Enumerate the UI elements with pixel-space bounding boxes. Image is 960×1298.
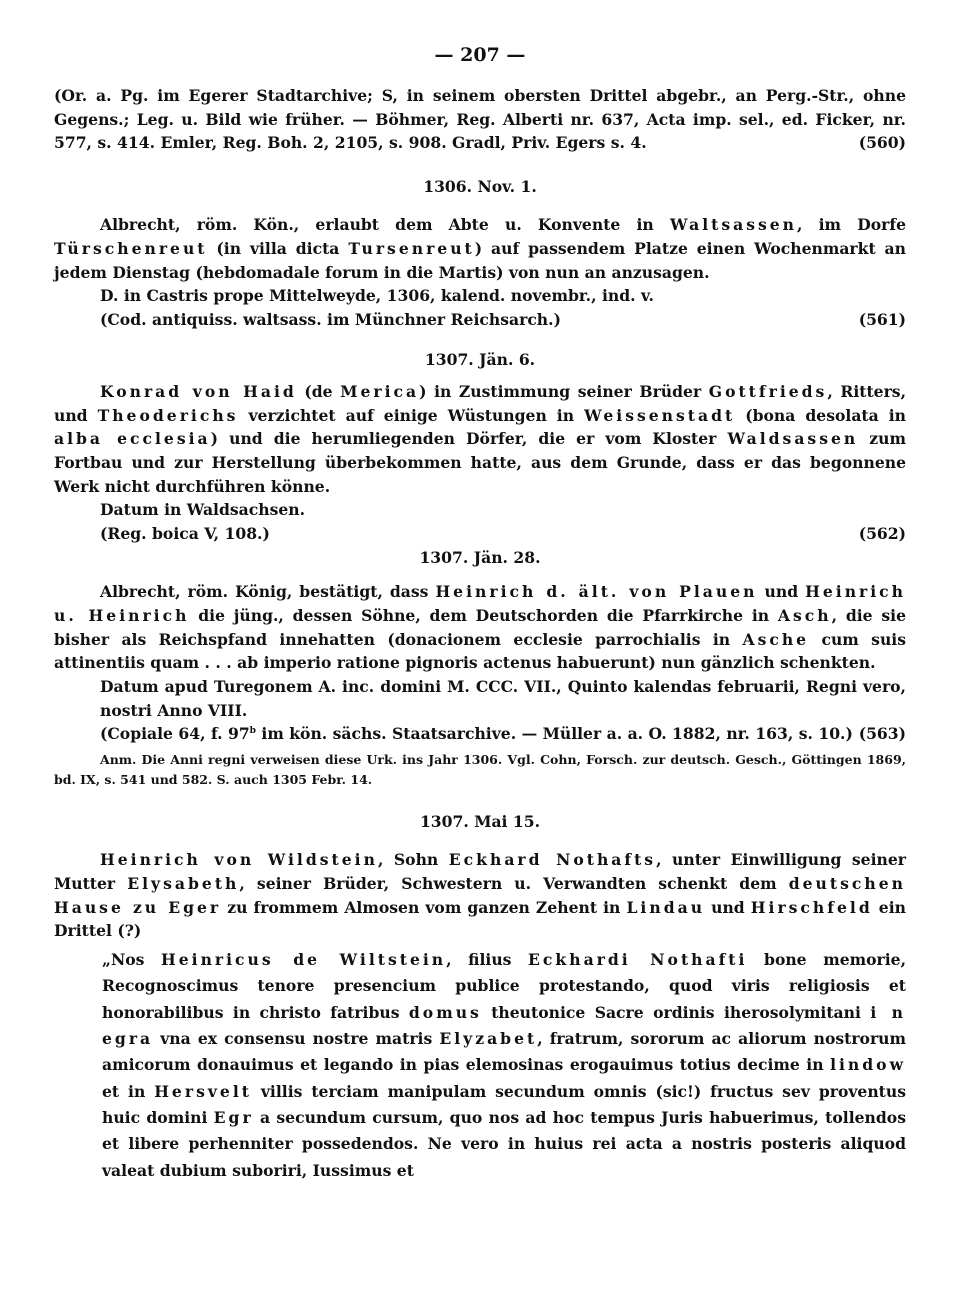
place-name: domus	[408, 1002, 482, 1022]
regest-562	[54, 380, 906, 499]
source-561	[54, 308, 906, 332]
text: , Ritters, und	[54, 381, 906, 425]
place-name: i n egra	[102, 1002, 906, 1049]
text: vna ex consensu nostre matris	[153, 1029, 440, 1049]
place-name: Türschenreut	[54, 238, 208, 258]
text: a secundum cursum, quo nos ad hoc tempus Juris habuerimus, tollendos et libere perhenniter possedendos. Ne vero in huius rei acta a nostris posteris aliquod valeat dubium suboriri, Iussimus et	[102, 1107, 906, 1180]
text: , fratrum, sororum ac aliorum nostrorum amicorum donauimus et legando in pias elemosinas erogauimus totius decime in	[102, 1029, 906, 1075]
source-text: (Reg. boica V, 108.)	[100, 524, 270, 544]
datum-561: D. in Castris prope Mittelweyde, 1306, kalend. novembr., ind. v.	[100, 286, 654, 306]
text: villis terciam manipulam secundum omnis (sic!) fructus sev proventus huic domini	[102, 1081, 906, 1127]
text: bone memorie, Recognoscimus tenore presencium publice protestando, quod viris religiosis et honorabilibus in christo fatribus	[102, 950, 907, 1022]
text: , seiner Brüder, Schwestern u. Verwandten schenkt dem	[239, 874, 789, 894]
regest-561	[54, 213, 906, 284]
regest-563	[54, 580, 906, 675]
text: , unter Einwilligung seiner Mutter	[54, 850, 907, 894]
person-name: Konrad von Haid	[100, 381, 297, 401]
text: , die sie bisher als Reichspfand innehatten (donacionem ecclesie parrochialis in	[54, 605, 906, 649]
person-name: Elyzabet	[439, 1029, 538, 1049]
place-name: alba ecclesia	[54, 429, 211, 449]
text: ) und die herumliegenden Dörfer, die er vom Kloster	[210, 429, 728, 449]
entry-number: (562)	[858, 524, 906, 544]
page-number: — 207 —	[434, 44, 526, 66]
entry-date: 1307. Jän. 6.	[424, 349, 536, 369]
source-563	[54, 722, 906, 746]
person-name: Heinrich d. ält. von Plauen	[435, 582, 758, 602]
source-text	[100, 722, 853, 746]
source-text: (Cod. antiquiss. waltsass. im Münchner Reichsarch.)	[100, 309, 561, 329]
text: ) in Zustimmung seiner Brüder	[419, 381, 709, 401]
text: Albrecht, röm. König, bestätigt, dass	[100, 582, 436, 602]
person-name: Heinricus de Wiltstein	[161, 950, 447, 970]
place-name: Hersvelt	[154, 1081, 252, 1101]
datum-562: Datum in Waldsachsen.	[100, 500, 306, 520]
datum-563: Datum apud Turegonem A. inc. domini M. CCC. VII., Quinto kalendas februarii, Regni vero, nostri Anno VIII.	[100, 676, 906, 720]
regest-564	[54, 848, 906, 943]
place-name: deutschen Hause zu Eger	[54, 874, 906, 917]
superscript: b	[249, 726, 256, 737]
text: und	[705, 897, 751, 917]
source-560	[54, 84, 906, 155]
text: „Nos	[102, 950, 161, 970]
text: zu frommem Almosen vom ganzen Zehent in	[221, 897, 627, 917]
place-name: Hirschfeld	[750, 897, 873, 917]
text: Albrecht, röm. Kön., erlaubt dem Abte u. Konvente in	[100, 215, 670, 235]
source-text: (Or. a. Pg. im Egerer Stadtarchive; S, in seinem obersten Drittel abgebr., an Perg.-Str., ohne Gegens.; Leg. u. Bild wie früher. — Böhmer, Reg. Alberti nr. 637, Acta imp. sel., ed. Ficker, nr. 577, s. 414. Emler, Reg. Boh. 2, 2105, s. 908. Gradl, Priv. Egers s. 4.	[54, 86, 906, 153]
person-name: Elysabeth	[127, 874, 240, 894]
text: (bona desolata in	[735, 405, 907, 425]
place-name: Lindau	[626, 897, 706, 917]
text: zum Fortbau und zur Herstellung überbekommen hatte, aus dem Grunde, dass er das begonnene Werk nicht durchführen könne.	[54, 429, 907, 496]
text: im kön. sächs. Staatsarchive. — Müller a. a. O. 1882, nr. 163, s. 10.)	[255, 724, 853, 744]
place-name: Egr	[213, 1107, 254, 1127]
charter-quote-564	[54, 947, 906, 1184]
text: (in villa dicta	[207, 238, 349, 258]
person-name: Eckhardi Nothafti	[528, 950, 748, 970]
text: (de	[296, 381, 341, 401]
text: theutonice Sacre ordinis iherosolymitani	[481, 1002, 871, 1022]
place-name: Asch	[777, 605, 832, 625]
entry-number: (563)	[858, 724, 906, 744]
text: ) auf passendem Platze einen Wochenmarkt an jedem Dienstag (hebdomadale forum in die Martis) von nun an anzusagen.	[54, 238, 906, 282]
text: , filius	[446, 950, 529, 970]
person-name: Gottfrieds	[708, 381, 828, 401]
place-name: Waltsassen	[669, 215, 798, 235]
source-562	[54, 522, 906, 546]
footnote-563: Anm. Die Anni regni verweisen diese Urk. ins Jahr 1306. Vgl. Cohn, Forsch. zur deutsch. Gesch., Göttingen 1869, bd. IX, s. 541 und 582. S. auch 1305 Febr. 14.	[54, 752, 906, 788]
person-name: Eckhard Nothafts	[448, 850, 657, 870]
text: , im Dorfe	[797, 215, 907, 235]
text: cum suis attinentiis quam . . . ab imperio ratione pignoris actenus habuerunt) nun gänzlich schenkten.	[54, 629, 906, 673]
entry-number: (561)	[858, 309, 906, 329]
entry-date: 1306. Nov. 1.	[423, 177, 537, 197]
place-name: Asche	[742, 629, 810, 649]
entry-number: (560)	[858, 133, 906, 153]
person-name: Heinrich u. Heinrich	[54, 582, 906, 625]
person-name: Merica	[340, 381, 420, 401]
place-name: Tursenreut	[348, 238, 475, 258]
person-name: Theoderichs	[97, 405, 239, 425]
text: et in	[102, 1081, 155, 1101]
text: (Copiale 64, f. 97	[100, 724, 250, 744]
text: verzichtet auf einige Wüstungen in	[238, 405, 585, 425]
entry-date: 1307. Jän. 28.	[419, 548, 541, 568]
entry-date: 1307. Mai 15.	[419, 812, 541, 832]
person-name: Heinrich von Wildstein	[100, 850, 378, 870]
text: ein Drittel (?)	[54, 897, 906, 941]
place-name: Waldsassen	[727, 429, 859, 449]
document-page	[54, 40, 906, 1184]
text: , Sohn	[377, 850, 449, 870]
place-name: lindow	[830, 1055, 906, 1075]
text: die jüng., dessen Söhne, dem Deutschorden die Pfarrkirche in	[189, 605, 778, 625]
place-name: Weissenstadt	[584, 405, 736, 425]
text: und	[757, 582, 806, 602]
